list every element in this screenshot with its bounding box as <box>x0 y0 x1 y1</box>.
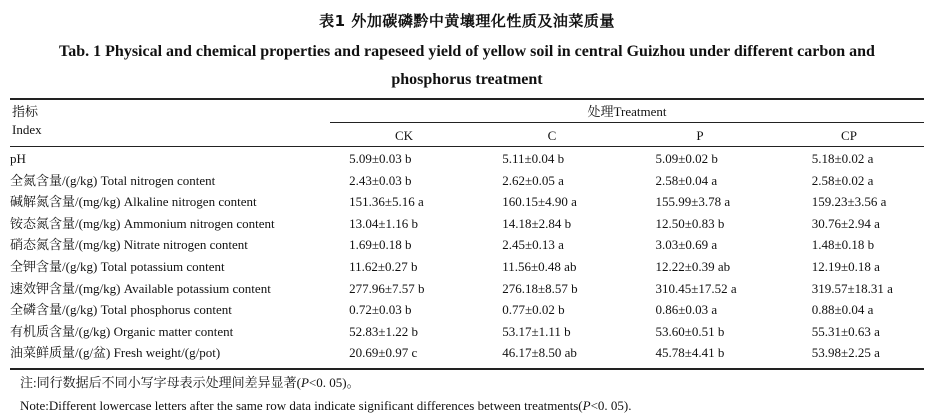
index-header <box>12 103 42 139</box>
table-cell: 2.58±0.04 a <box>655 172 718 188</box>
table-cell: 3.03±0.69 a <box>655 237 718 253</box>
row-index-label: 全钾含量/(g/kg) Total potassium content <box>10 258 225 274</box>
table-cell: 2.43±0.03 b <box>349 172 412 188</box>
table-cell: 2.62±0.05 a <box>502 172 564 188</box>
table-cell: 45.78±4.41 b <box>655 345 725 361</box>
table-cell: 0.77±0.02 b <box>502 302 565 318</box>
table-cell: 310.45±17.52 a <box>655 280 737 296</box>
table-cell: 319.57±18.31 a <box>811 280 893 296</box>
table-cell: 52.83±1.22 b <box>349 323 418 339</box>
table-cell: 13.04±1.16 b <box>349 215 418 231</box>
note-en-prefix: Note:Different lowercase letters after the same row data indicate significant differences between treatments( <box>20 398 583 413</box>
table-cell: 53.98±2.25 a <box>811 345 880 361</box>
treatment-subrule <box>330 122 924 123</box>
data-table <box>10 148 924 364</box>
table-row <box>10 256 924 278</box>
table-cell: 0.88±0.04 a <box>811 302 874 318</box>
note-english <box>20 398 631 414</box>
row-index-label: 铵态氮含量/(mg/kg) Ammonium nitrogen content <box>10 215 275 231</box>
table-cell: 20.69±0.97 c <box>349 345 418 361</box>
row-index-label: 全磷含量/(g/kg) Total phosphorus content <box>10 302 232 318</box>
bottom-rule <box>10 368 924 370</box>
table-row <box>10 234 924 256</box>
table-row <box>10 170 924 192</box>
table-cell: 5.11±0.04 b <box>502 151 565 166</box>
table-cell: 12.50±0.83 b <box>655 215 725 231</box>
note-chinese <box>20 372 360 391</box>
note-cn-prefix: 注:同行数据后不同小写字母表示处理间差异显著( <box>20 375 301 390</box>
table-cell: 2.45±0.13 a <box>502 237 564 253</box>
table-cell: 53.17±1.11 b <box>502 323 571 339</box>
table-cell: 277.96±7.57 b <box>349 280 425 296</box>
table-row <box>10 148 924 170</box>
row-index-label: 油菜鲜质量/(g/盆) Fresh weight/(g/pot) <box>10 345 221 361</box>
table-cell: 159.23±3.56 a <box>811 194 887 210</box>
table-cell: 0.86±0.03 a <box>655 302 718 318</box>
table-cell: 5.09±0.02 b <box>655 151 718 166</box>
header-rule <box>10 146 924 147</box>
table-row <box>10 213 924 235</box>
table-cell: 155.99±3.78 a <box>655 194 731 210</box>
note-en-suffix: <0. 05). <box>590 398 632 413</box>
table-row <box>10 321 924 343</box>
table-cell: 14.18±2.84 b <box>502 215 572 231</box>
treatment-header: 处理Treatment <box>587 104 667 119</box>
row-index-label: 碱解氮含量/(mg/kg) Alkaline nitrogen content <box>10 194 257 210</box>
row-index-label: 硝态氮含量/(mg/kg) Nitrate nitrogen content <box>10 237 248 253</box>
table-cell: 30.76±2.94 a <box>811 215 880 231</box>
table-cell: 5.09±0.03 b <box>349 151 412 166</box>
note-cn-suffix: <0. 05)。 <box>308 375 360 390</box>
table-row <box>10 278 924 300</box>
column-header-cp: CP <box>841 128 857 143</box>
table-cell: 53.60±0.51 b <box>655 323 725 339</box>
table-title-english: Tab. 1 Physical and chemical properties and rapeseed yield of yellow soil in central Guizhou under different carbon and phosphorus treatment <box>59 43 875 88</box>
index-header-en: Index <box>12 122 42 137</box>
table-cell: 11.56±0.48 ab <box>502 258 577 274</box>
table-row <box>10 191 924 213</box>
row-index-label: 有机质含量/(g/kg) Organic matter content <box>10 323 234 339</box>
row-index-label: pH <box>10 151 26 166</box>
table-cell: 12.19±0.18 a <box>811 258 880 274</box>
table-cell: 55.31±0.63 a <box>811 323 880 339</box>
table-cell: 0.72±0.03 b <box>349 302 412 318</box>
table-cell: 11.62±0.27 b <box>349 258 418 274</box>
index-header-cn: 指标 <box>12 104 39 119</box>
table-cell: 1.48±0.18 b <box>811 237 875 253</box>
table-cell: 276.18±8.57 b <box>502 280 578 296</box>
table-row <box>10 299 924 321</box>
column-header-ck: CK <box>394 128 414 143</box>
table-cell: 2.58±0.02 a <box>811 172 874 188</box>
top-rule <box>10 98 924 100</box>
column-header-c: C <box>547 128 557 143</box>
table-cell: 5.18±0.02 a <box>811 151 874 166</box>
table-cell: 12.22±0.39 ab <box>655 258 731 274</box>
table-title-chinese: 表1 外加碳磷黔中黄壤理化性质及油菜质量 <box>319 12 615 30</box>
note-en-p: P <box>582 398 591 413</box>
column-header-p: P <box>696 128 704 143</box>
table-cell: 46.17±8.50 ab <box>502 345 577 361</box>
table-cell: 1.69±0.18 b <box>349 237 412 253</box>
note-cn-p: P <box>300 375 309 390</box>
table-cell: 160.15±4.90 a <box>502 194 577 210</box>
row-index-label: 速效钾含量/(mg/kg) Available potassium content <box>10 280 271 296</box>
table-cell: 151.36±5.16 a <box>349 194 424 210</box>
row-index-label: 全氮含量/(g/kg) Total nitrogen content <box>10 172 216 188</box>
table-row <box>10 342 924 364</box>
